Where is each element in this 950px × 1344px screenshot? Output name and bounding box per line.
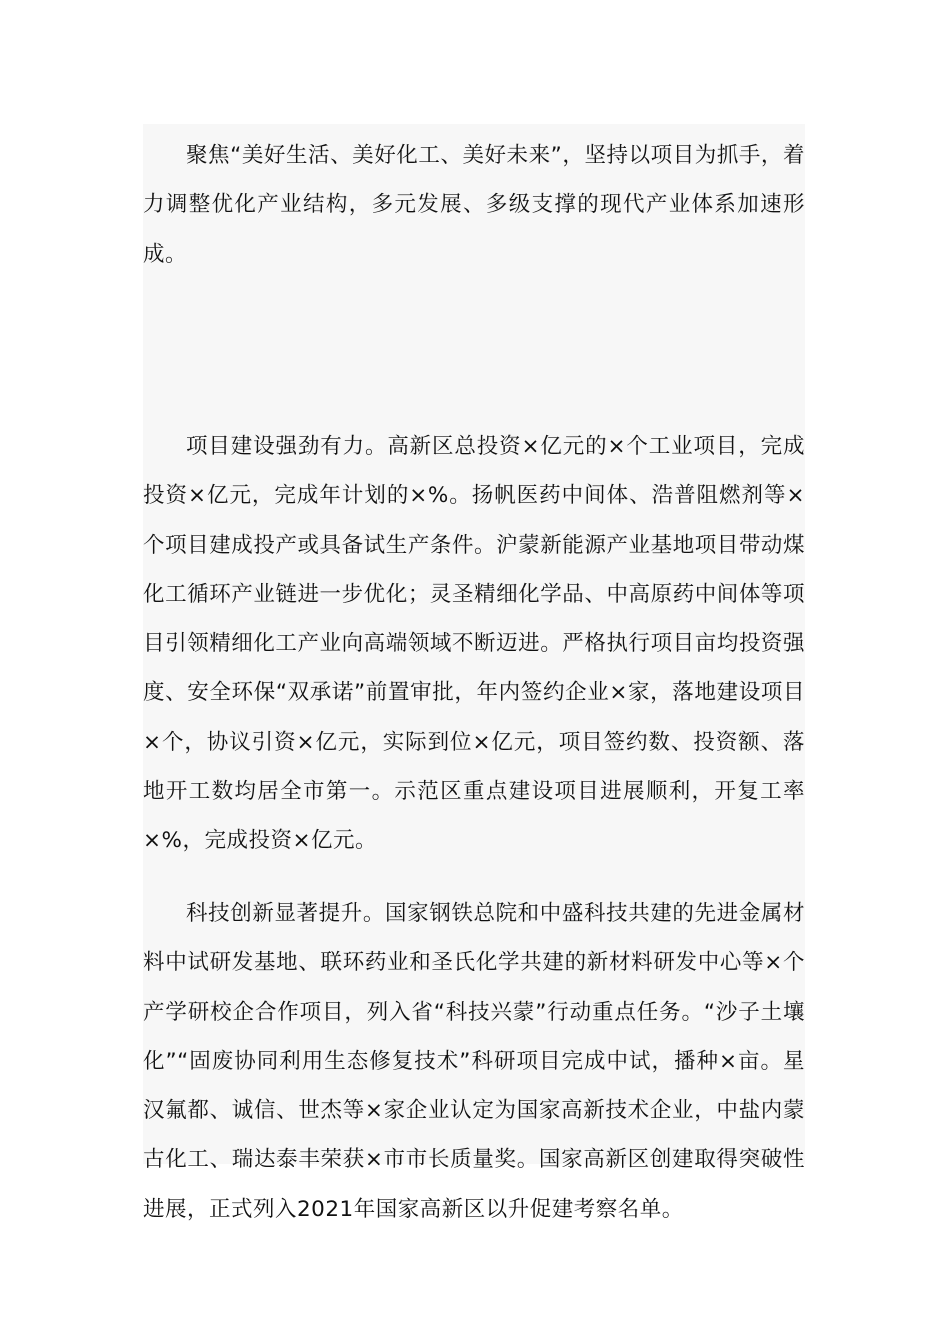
paragraph-intro: 聚焦“美好生活、美好化工、美好未来”，坚持以项目为抓手，着力调整优化产业结构，多元发展、多级支撑的现代产业体系加速形成。 [143, 143, 805, 267]
paragraph-tech-innovation: 科技创新显著提升。国家钢铁总院和中盛科技共建的先进金属材料中试研发基地、联环药业和圣氏化学共建的新材料研发中心等×个产学研校企合作项目，列入省“科技兴蒙”行动重点任务。“沙子土壤化”“固废协同利用生态修复技术”科研项目完成中试，播种×亩。星汉氟都、诚信、世杰等×家企业认定为国家高新技术企业，中盐内蒙古化工、瑞达泰丰荣获×市市长质量奖。国家高新区创建取得突破性进展，正式列入2021年国家高新区以升促建考察名单。 [143, 901, 805, 1222]
paragraph-project-construction: 项目建设强劲有力。高新区总投资×亿元的×个工业项目，完成投资×亿元，完成年计划的×%。扬帆医药中间体、浩普阻燃剂等×个项目建成投产或具备试生产条件。沪蒙新能源产业基地项目带动煤化工循环产业链进一步优化；灵圣精细化学品、中高原药中间体等项目引领精细化工产业向高端领域不断迈进。严格执行项目亩均投资强度、安全环保“双承诺”前置审批，年内签约企业×家，落地建设项目×个，协议引资×亿元，实际到位×亿元，项目签约数、投资额、落地开工数均居全市第一。示范区重点建设项目进展顺利，开复工率×%，完成投资×亿元。 [143, 434, 805, 854]
document-body [143, 124, 805, 1222]
